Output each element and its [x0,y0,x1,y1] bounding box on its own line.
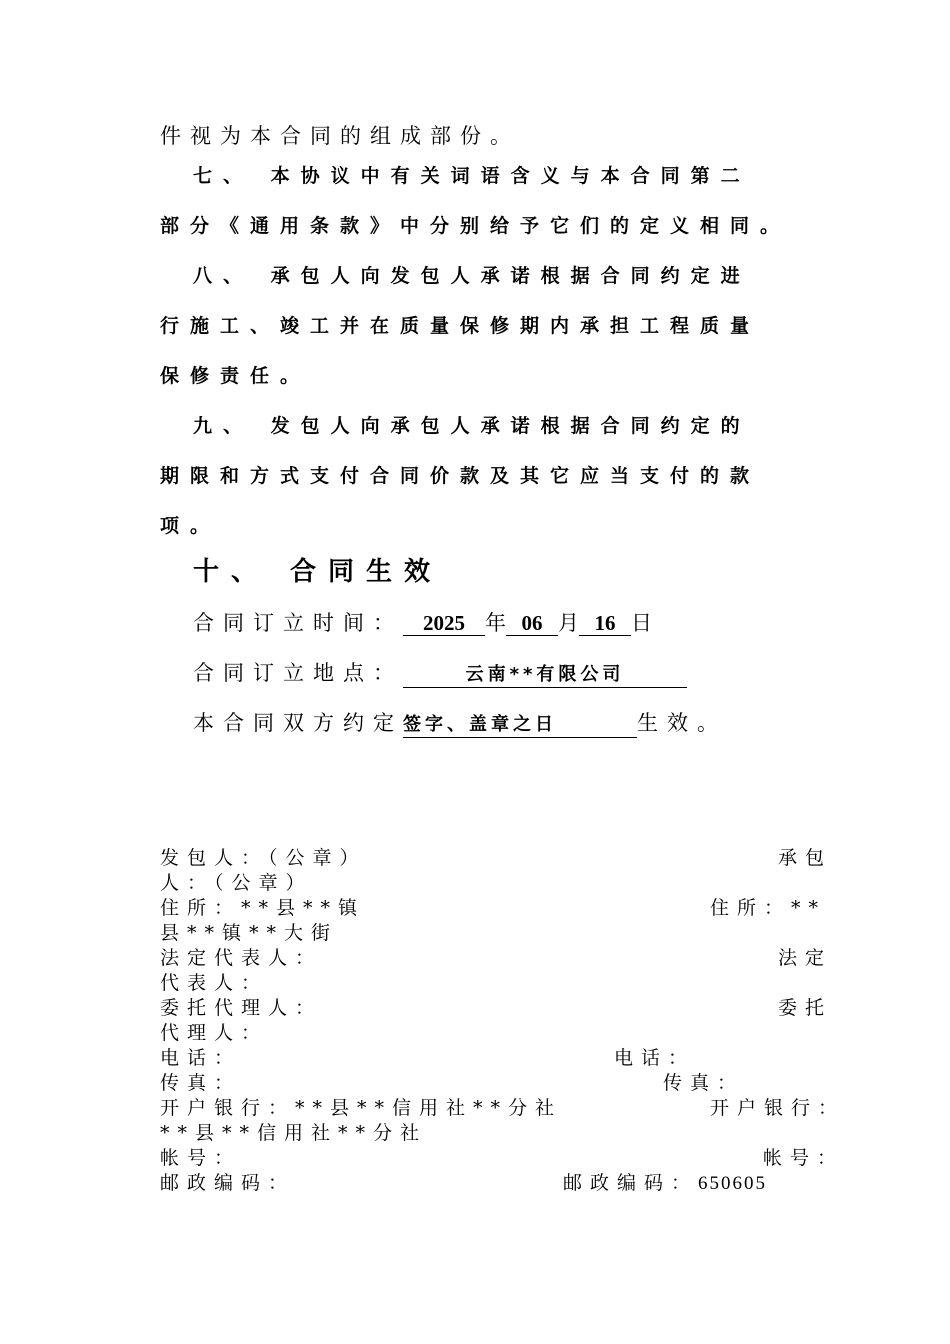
contractor-legal-rep: 法定 [778,947,833,969]
employer-postcode: 邮政编码： [160,1172,296,1194]
contractor-postcode-label: 邮政编码： [563,1172,699,1194]
clause-9-line-3: 项。 [160,515,221,537]
employer-account: 帐号： [160,1147,242,1169]
contractor-address: 住所：** [710,897,827,919]
employer-seal-label: 发包人：（公章） [160,847,367,869]
contract-date-label: 合同订立时间： [193,611,403,635]
contractor-agent-cont: 代理人： [160,1022,269,1044]
contractor-seal-label-cont: 人：（公章） [160,872,313,894]
contract-place-line [193,659,687,688]
contractor-agent: 委托 [778,997,833,1019]
contract-month: 06 [506,611,558,636]
clause-9-line-1: 九、 发包人向承包人承诺根据合同约定的 [193,415,751,437]
contractor-bank-cont: **县**信用社**分社 [160,1122,428,1144]
employer-bank: 开户银行：**县**信用社**分社 [160,1097,563,1119]
contract-date-line [193,609,652,637]
clause-8-line-2: 行施工、竣工并在质量保修期内承担工程质量 [160,315,761,337]
contract-effective-line [193,709,727,738]
contract-year: 2025 [403,611,485,636]
contractor-postcode [563,1171,767,1196]
effective-prefix: 本合同双方约定 [193,711,403,735]
section-10-heading: 十、 合同生效 [193,557,443,587]
contractor-seal-label: 承包 [778,847,833,869]
clause-8-line-3: 保修责任。 [160,365,311,387]
contractor-bank: 开户银行： [710,1097,846,1119]
contractor-phone: 电话： [614,1047,696,1069]
contract-place-value: 云南**有限公司 [403,663,687,688]
month-unit: 月 [558,611,579,635]
effective-suffix: 生效。 [637,711,727,735]
day-unit: 日 [631,611,652,635]
effective-condition: 签字、盖章之日 [403,713,637,738]
contractor-address-cont: 县**镇**大街 [160,922,339,944]
employer-legal-rep: 法定代表人： [160,947,323,969]
contractor-postcode-value: 650605 [698,1173,768,1194]
clause-9-line-2: 期限和方式支付合同价款及其它应当支付的款 [160,465,761,487]
employer-fax: 传真： [160,1072,242,1094]
employer-agent: 委托代理人： [160,997,323,1019]
contractor-legal-rep-cont: 代表人： [160,972,269,994]
paragraph-6-tail: 件视为本合同的组成部份。 [160,124,520,148]
clause-7-line-1: 七、 本协议中有关词语含义与本合同第二 [193,165,751,187]
contractor-account: 帐号： [763,1147,845,1169]
clause-7-line-2: 部分《通用条款》中分别给予它们的定义相同。 [160,215,791,237]
contract-day: 16 [579,611,631,636]
clause-8-line-1: 八、 承包人向发包人承诺根据合同约定进 [193,265,751,287]
employer-phone: 电话： [160,1047,242,1069]
contract-place-label: 合同订立地点： [193,661,403,685]
year-unit: 年 [485,611,506,635]
contractor-fax: 传真： [663,1072,745,1094]
employer-address: 住所：**县**镇 [160,897,366,919]
